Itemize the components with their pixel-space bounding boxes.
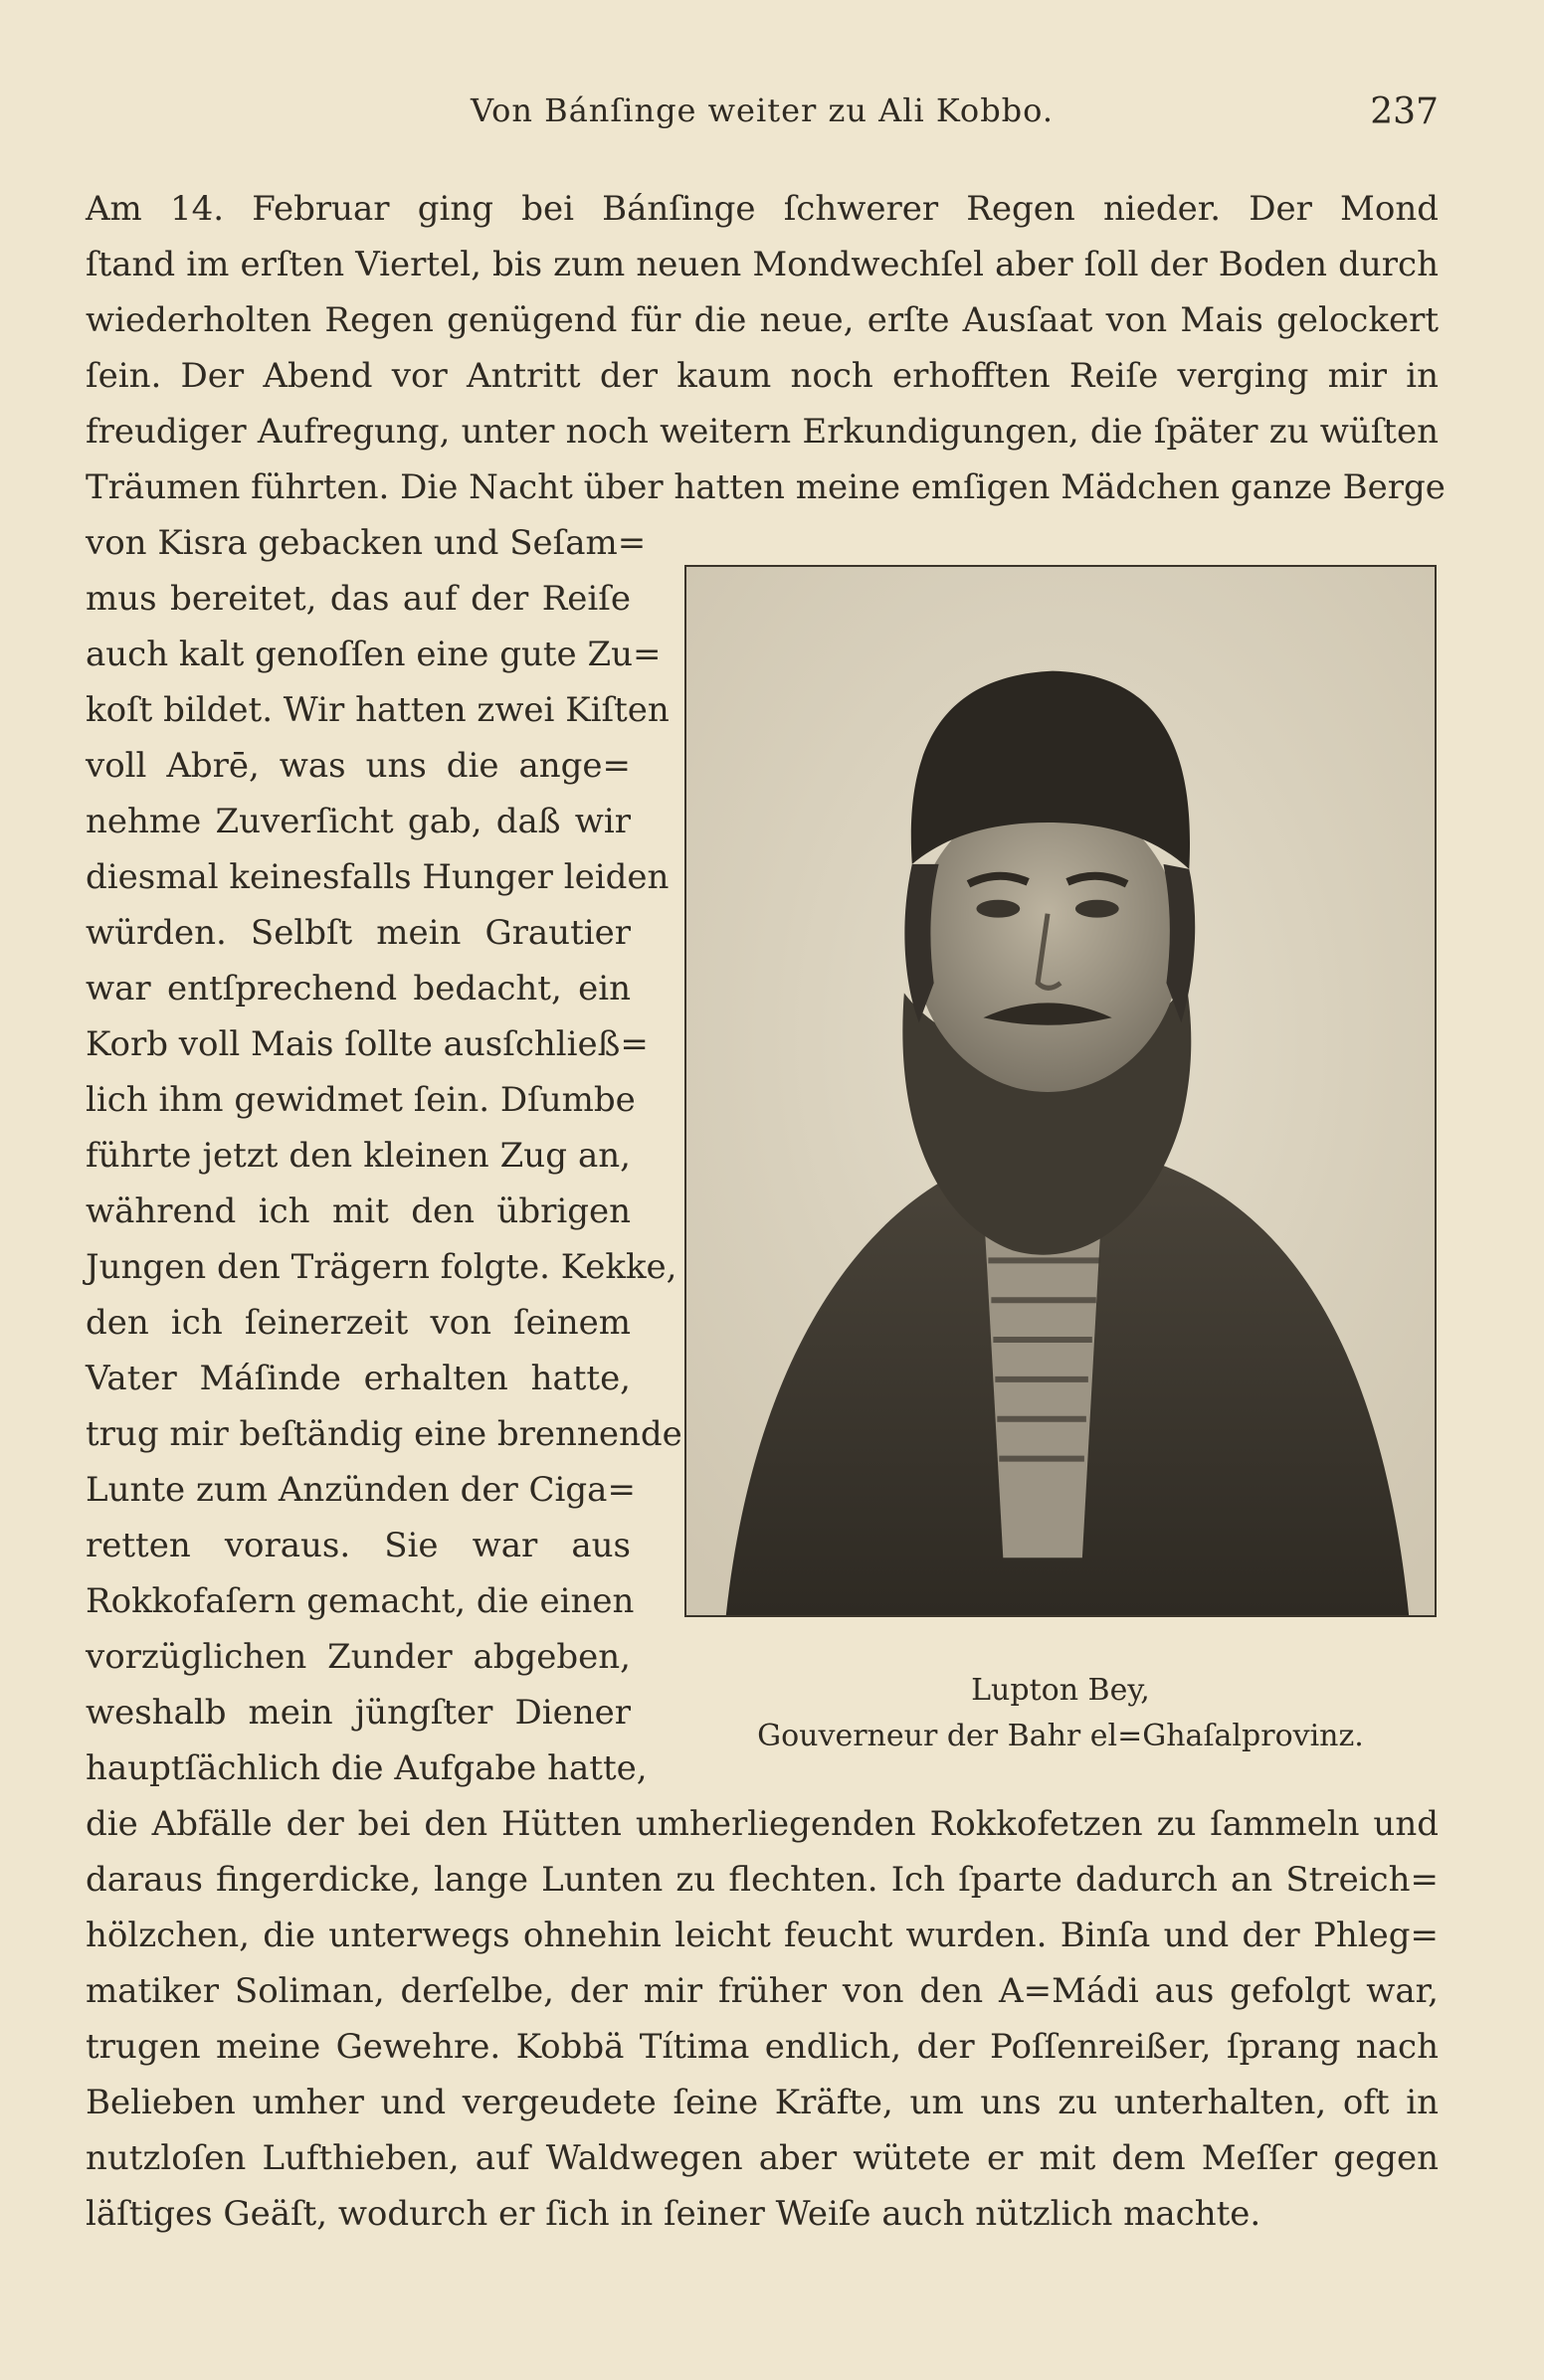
text-line: matiker Soliman, derſelbe, der mir früher von den A=Mádi aus gefolgt war, — [86, 1971, 1439, 2011]
portrait-photograph — [684, 565, 1437, 1617]
running-title: Von Bánſinge weiter zu Ali Kobbo. — [470, 92, 1055, 129]
text-line: hauptſächlich die Aufgabe hatte, — [86, 1748, 648, 1788]
text-line: diesmal keinesfalls Hunger leiden — [86, 857, 670, 897]
text-line: Lunte zum Anzünden der Ciga= — [86, 1470, 636, 1510]
text-line: Rokkofaſern gemacht, die einen — [86, 1581, 635, 1621]
text-line: Träumen führten. Die Nacht über hatten meine emſigen Mädchen ganze Berge — [86, 467, 1446, 507]
text-line: von Kisra gebacken und Seſam= — [86, 523, 647, 563]
text-line: Belieben umher und vergeudete ſeine Kräfte, um uns zu unterhalten, oft in — [86, 2083, 1439, 2122]
text-line: weshalb mein jüngſter Diener — [86, 1693, 631, 1733]
text-line: auch kalt genoſſen eine gute Zu= — [86, 635, 662, 674]
text-line: trugen meine Gewehre. Kobbä Títima endlich, der Poſſenreißer, ſprang nach — [86, 2027, 1439, 2067]
text-line: retten voraus. Sie war aus — [86, 1526, 631, 1565]
text-line: vorzüglichen Zunder abgeben, — [86, 1637, 631, 1677]
text-line: nutzloſen Lufthieben, auf Waldwegen aber wütete er mit dem Meſſer gegen — [86, 2138, 1439, 2178]
text-line: die Abfälle der bei den Hütten umherliegenden Rokkofetzen zu ſammeln und — [86, 1804, 1439, 1844]
text-line: war entſprechend bedacht, ein — [86, 969, 631, 1008]
text-line: den ich ſeinerzeit von ſeinem — [86, 1303, 631, 1343]
text-line: führte jetzt den kleinen Zug an, — [86, 1136, 631, 1176]
paragraph-bottom — [86, 1796, 1439, 2242]
text-line: während ich mit den übrigen — [86, 1191, 631, 1231]
portrait-image — [686, 567, 1435, 1615]
text-line: Jungen den Trägern folgte. Kekke, — [86, 1247, 677, 1287]
text-line: Vater Máſinde erhalten hatte, — [86, 1359, 631, 1398]
text-line: nehme Zuverſicht gab, daß wir — [86, 802, 631, 841]
text-line: hölzchen, die unterwegs ohnehin leicht feucht wurden. Binſa und der Phleg= — [86, 1916, 1439, 1955]
figure-caption-name: Lupton Bey, — [971, 1673, 1150, 1708]
paragraph-column — [86, 515, 682, 1796]
figure-caption-title: Gouverneur der Bahr el=Ghaſalprovinz. — [757, 1719, 1364, 1753]
text-line: daraus fingerdicke, lange Lunten zu flechten. Ich ſparte dadurch an Streich= — [86, 1860, 1439, 1900]
paragraph-top — [86, 181, 1446, 515]
text-line: würden. Selbſt mein Grautier — [86, 913, 631, 953]
text-line: ſtand im erſten Viertel, bis zum neuen Mondwechſel aber ſoll der Boden durch — [86, 245, 1439, 284]
text-line: koſt bildet. Wir hatten zwei Kiſten — [86, 690, 670, 730]
text-line: mus bereitet, das auf der Reiſe — [86, 579, 631, 619]
text-line: Am 14. Februar ging bei Bánſinge ſchwerer Regen nieder. Der Mond — [86, 189, 1439, 229]
text-line: voll Abrē, was uns die ange= — [86, 746, 631, 786]
text-line: ſein. Der Abend vor Antritt der kaum noch erhofften Reiſe verging mir in — [86, 356, 1439, 396]
text-line: lich ihm gewidmet ſein. Dſumbe — [86, 1080, 636, 1120]
text-line: Korb voll Mais ſollte ausſchließ= — [86, 1024, 649, 1064]
text-line: läſtiges Geäſt, wodurch er ſich in ſeiner Weiſe auch nützlich machte. — [86, 2194, 1261, 2234]
page-number: 237 — [1370, 92, 1439, 132]
text-line: trug mir beſtändig eine brennende — [86, 1414, 682, 1454]
text-line: freudiger Aufregung, unter noch weitern Erkundigungen, die ſpäter zu wüſten — [86, 412, 1439, 452]
text-line: wiederholten Regen genügend für die neue, erſte Ausſaat von Mais gelockert — [86, 300, 1439, 340]
running-head — [86, 92, 1439, 135]
